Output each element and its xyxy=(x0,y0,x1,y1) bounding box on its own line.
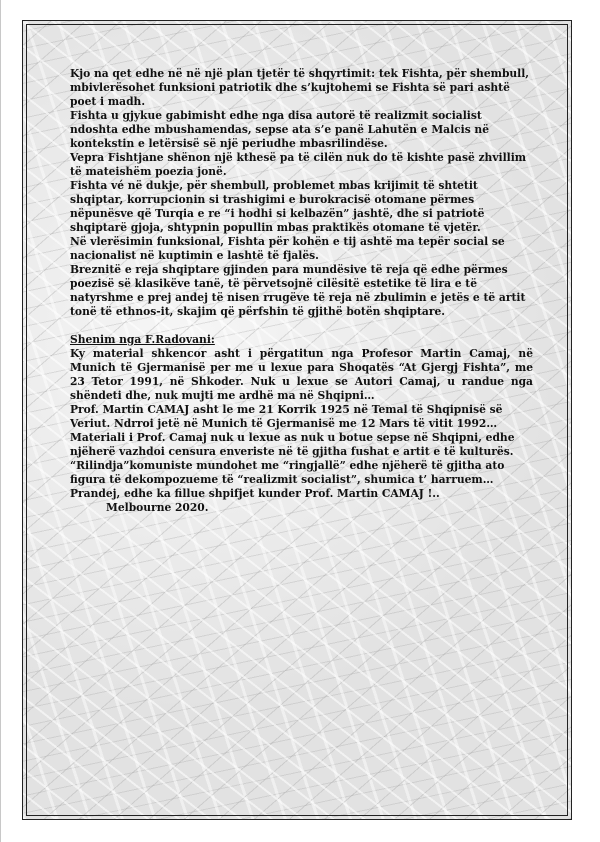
note-paragraph: Prandej, edhe ka fillue shpifjet kunder Prof. Martin CAMAJ !.. xyxy=(70,487,440,500)
note-paragraph: Prof. Martin CAMAJ asht le me 21 Korrik 1925 në Temal të Shqipnisë së Veriut. Ndrroi jetë në Munich të Gjermanisë me 12 Mars të vitit 1992… xyxy=(70,403,503,430)
body-paragraph: Breznitë e reja shqiptare gjinden para mundësive të reja që edhe përmes poezisë së klasikëve tanë, të përvetsojnë cilësitë estetike të lira e të natyrshme e prej andej të nisen rrugëve të reja në zbulimin e jetës e të artit tonë të ethnos-it, skajim që përfshin të gjithë botën shqiptare. xyxy=(70,263,526,318)
body-paragraph: Në vlerësimin funksional, Fishta për kohën e tij ashtë ma tepër social se nacionalist në kuptimin e lashtë të fjalës. xyxy=(70,235,505,262)
note-heading: Shenim nga F.Radovani: xyxy=(70,333,215,346)
note-paragraph: Ky material shkencor asht i përgatitun nga Profesor Martin Camaj, në Munich të Gjermanisë per me u lexue para Shoqatës “At Gjergj Fishta”, me 23 Tetor 1991, në Shkoder. Nuk u lexue se Autori Camaj, u randue nga shëndeti dhe, nuk mujti me ardhë ma në Shqipni… xyxy=(70,347,533,402)
note-paragraph: Materiali i Prof. Camaj nuk u lexue as nuk u botue sepse në Shqipni, edhe njëherë vazhdoi censura enveriste në të gjitha fushat e artit e të kulturës. xyxy=(70,431,515,458)
body-paragraph: Kjo na qet edhe në në një plan tjetër të shqyrtimit: tek Fishta, për shembull, mbivlerësohet funksioni patriotik dhe s’kujtohemi se Fishta së pari ashtë poet i madh. xyxy=(70,67,530,108)
body-paragraph: Fishta vé në dukje, për shembull, problemet mbas krijimit të shtetit shqiptar, korrupcionin si trashigimi e burokracisë otomane përmes nëpunësve që Turqia e re “i hodhi si kelbazën” jashtë, dhe si patriotë shqiptarë gjoja, shtypnin popullin mbas praktikës otomane të vjetër. xyxy=(70,179,485,234)
document-body xyxy=(70,67,533,515)
body-paragraph: Vepra Fishtjane shënon një kthesë pa të cilën nuk do të kishte pasë zhvillim të mateishëm poezia jonë. xyxy=(70,151,527,178)
signoff-place-year: Melbourne 2020. xyxy=(106,501,209,514)
body-paragraph: Fishta u gjykue gabimisht edhe nga disa autorë të realizmit socialist ndoshta edhe mbushamendas, sepse ata s’e panë Lahutën e Malcis në kontekstin e letërsisë së një periudhe mbasrilindëse. xyxy=(70,109,490,150)
note-paragraph: “Rilindja”komuniste mundohet me “ringjallë” edhe njëherë të gjitha ato figura të dekompozueme të “realizmit socialist”, shumica t’ harruem… xyxy=(70,459,505,486)
